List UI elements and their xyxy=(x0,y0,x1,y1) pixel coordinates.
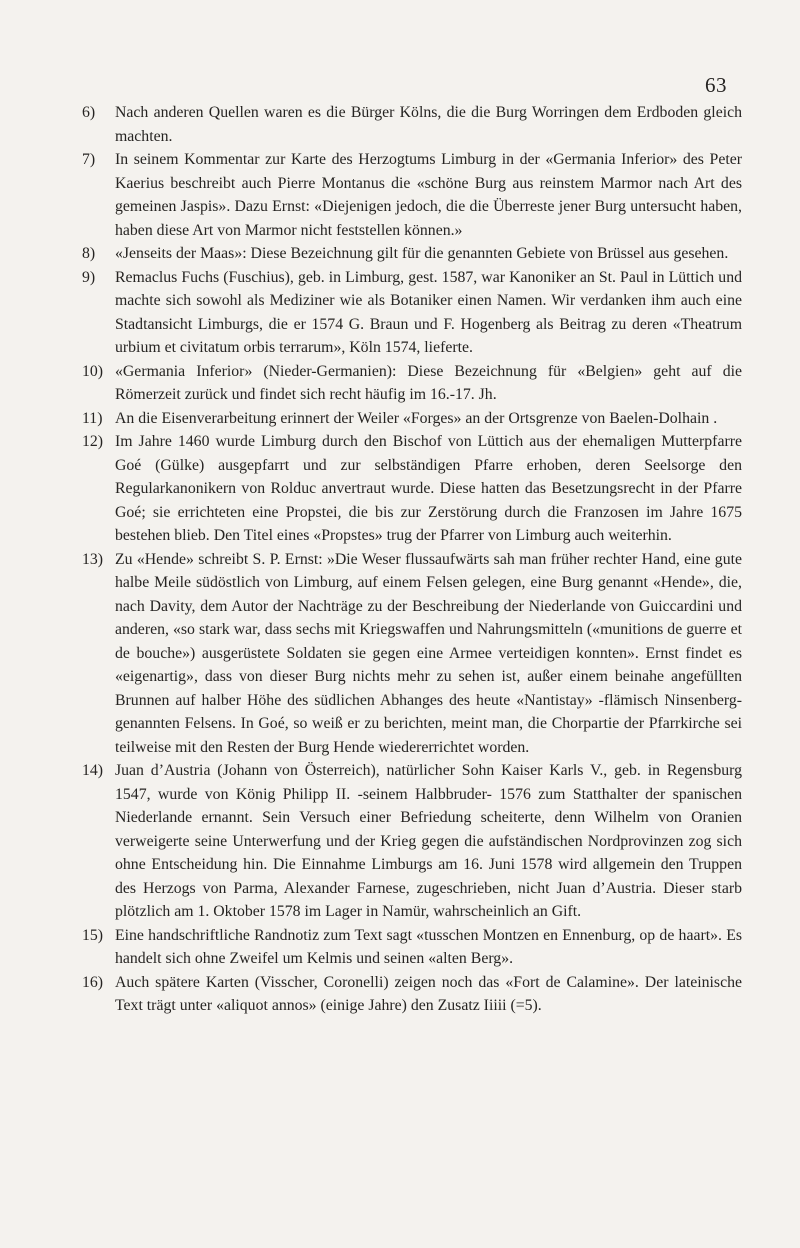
footnote xyxy=(82,430,742,548)
footnote-text: Juan d’Austria (Johann von Österreich), natürlicher Sohn Kaiser Karls V., geb. in Regensburg 1547, wurde von König Philipp II. -seinem Halbbruder- 1576 zum Statthalter der spanischen Niederlande ernannt. Sein Versuch einer Befriedung scheiterte, denn Wilhelm von Oranien verweigerte seine Unterwerfung und der Krieg gegen die aufständischen Nordprovinzen zog sich ohne Entscheidung hin. Die Einnahme Limburgs am 16. Juni 1578 wird allgemein den Truppen des Herzogs von Parma, Alexander Farnese, zugeschrieben, nicht Juan d’Austria. Dieser starb plötzlich am 1. Oktober 1578 im Lager in Namür, wahrscheinlich an Gift. xyxy=(115,762,742,920)
footnote-number: 7) xyxy=(82,151,96,168)
footnote xyxy=(82,759,742,924)
footnote xyxy=(82,924,742,971)
footnote-number: 6) xyxy=(82,104,96,121)
footnote xyxy=(82,971,742,1018)
footnote-text: Auch spätere Karten (Visscher, Coronelli) zeigen noch das «Fort de Calamine». Der lateinische Text trägt unter «aliquot annos» (einige Jahre) den Zusatz Iiiii (=5). xyxy=(115,973,742,1014)
footnote-text: Im Jahre 1460 wurde Limburg durch den Bischof von Lüttich aus der ehemaligen Mutterpfarre Goé (Gülke) ausgepfarrt und zur selbständigen Pfarre erhoben, deren Seelsorge den Regularkanonikern von Rolduc anvertraut wurde. Diese hatten das Besetzungsrecht in der Pfarre Goé; sie errichteten eine Propstei, die bis zur Zerstörung durch die Franzosen im Jahre 1675 bestehen blieb. Den Titel eines «Propstes» trug der Pfarrer von Limburg auch weiterhin. xyxy=(115,433,742,544)
footnote-text: Eine handschriftliche Randnotiz zum Text sagt «tusschen Montzen en Ennenburg, op de haart». Es handelt sich ohne Zweifel um Kelmis und seinen «alten Berg». xyxy=(115,926,742,967)
footnote xyxy=(82,360,742,407)
footnote xyxy=(82,548,742,760)
footnote-text: In seinem Kommentar zur Karte des Herzogtums Limburg in der «Germania Inferior» des Peter Kaerius beschreibt auch Pierre Montanus die «schöne Burg aus reinstem Marmor nach Art des gemeinen Jaspis». Dazu Ernst: «Diejenigen jedoch, die die Überreste jener Burg untersucht haben, haben diese Art von Marmor nicht feststellen können.» xyxy=(115,151,742,239)
footnote xyxy=(82,407,742,431)
footnote-number: 8) xyxy=(82,245,96,262)
footnote-text: Remaclus Fuchs (Fuschius), geb. in Limburg, gest. 1587, war Kanoniker an St. Paul in Lüttich und machte sich sowohl als Mediziner wie als Botaniker einen Namen. Wir verdanken ihm auch eine Stadtansicht Limburgs, die er 1574 G. Braun und F. Hogenberg als Beitrag zu deren «Theatrum urbium et civitatum orbis terrarum», Köln 1574, lieferte. xyxy=(115,268,742,356)
footnote xyxy=(82,266,742,360)
footnote-number: 9) xyxy=(82,268,96,286)
footnote xyxy=(82,148,742,242)
footnote-number: 14) xyxy=(82,762,104,779)
footnote xyxy=(82,242,742,266)
footnote-list xyxy=(82,101,742,1018)
footnote-number: 11) xyxy=(82,409,103,427)
footnote-text: An die Eisenverarbeitung erinnert der Weiler «Forges» an der Ortsgrenze von Baelen-Dolhain . xyxy=(115,409,718,427)
footnote-text: Zu «Hende» schreibt S. P. Ernst: »Die Weser flussaufwärts sah man früher rechter Hand, eine gute halbe Meile südöstlich von Limburg, auf einem Felsen gelegen, eine Burg genannt «Hende», die, nach Davity, dem Autor der Nachträge zu der Beschreibung der Niederlande von Guiccardini und anderen, «so stark war, dass sechs mit Kriegswaffen und Nahrungsmitteln («munitions de guerre et de bouche») ausgerüstete Soldaten sie gegen eine Armee verteidigen konnten». Ernst findet es «eigenartig», dass von dieser Burg nichts mehr zu sehen ist, außer einem beinahe angefüllten Brunnen auf halber Höhe des südlichen Abhanges des heute «Nantistay» -flämisch Ninsenberg- genannten Felsens. In Goé, so weiß er zu berichten, meint man, die Chorpartie der Pfarrkirche sei teilweise mit den Resten der Burg Hende wiedererrichtet worden. xyxy=(115,550,742,756)
footnote-text: «Germania Inferior» (Nieder-Germanien): Diese Bezeichnung für «Belgien» geht auf die Römerzeit zurück und findet sich recht häufig im 16.-17. Jh. xyxy=(115,362,742,403)
footnote-number: 12) xyxy=(82,433,104,450)
footnote-text: Nach anderen Quellen waren es die Bürger Kölns, die die Burg Worringen dem Erdboden gleich machten. xyxy=(115,104,742,145)
footnote-number: 15) xyxy=(82,926,104,944)
footnote-number: 16) xyxy=(82,973,104,991)
footnote xyxy=(82,101,742,148)
footnote-text: «Jenseits der Maas»: Diese Bezeichnung gilt für die genannten Gebiete von Brüssel aus gesehen. xyxy=(115,245,729,262)
footnote-number: 13) xyxy=(82,550,104,568)
page-number: 63 xyxy=(705,73,727,97)
footnote-number: 10) xyxy=(82,362,104,380)
